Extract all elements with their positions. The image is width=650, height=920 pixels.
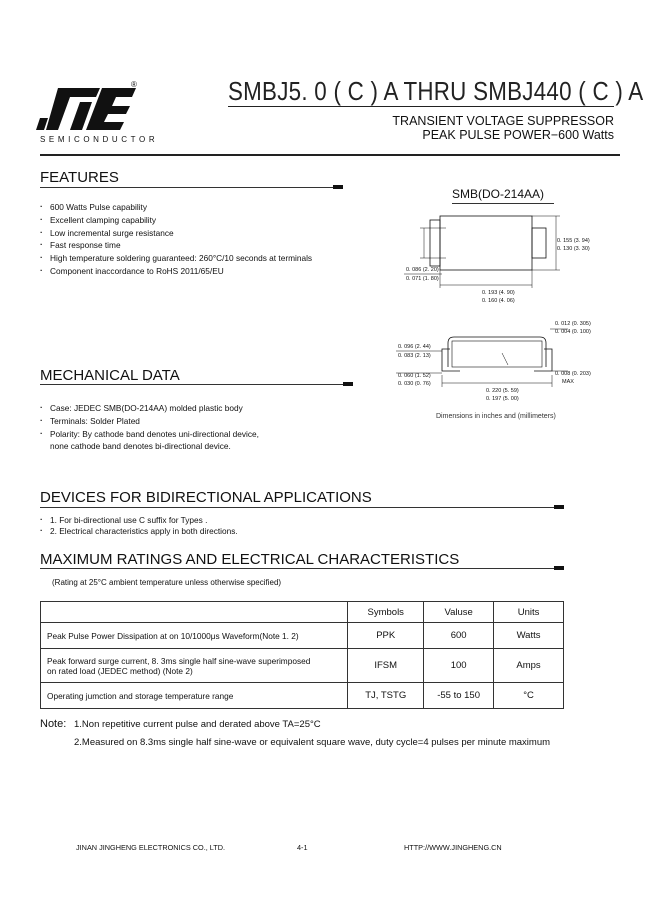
dim-standoff-max: MAX xyxy=(562,379,574,385)
ratings-condition-note: (Rating at 25°C ambient temperature unless otherwise specified) xyxy=(52,578,282,587)
list-item: · Fast response time xyxy=(40,239,312,252)
package-title: SMB(DO-214AA) xyxy=(452,187,545,201)
list-item: · 2. Electrical characteristics apply in both directions. xyxy=(40,526,238,537)
mechanical-underline xyxy=(40,384,348,385)
ratings-underline xyxy=(40,568,564,569)
mechanical-tab xyxy=(343,382,353,386)
list-item: · Polarity: By cathode band denotes uni-directional device, xyxy=(40,428,259,441)
dim-lead-thk-min: 0. 004 (0. 100) xyxy=(555,329,591,335)
bidirectional-list xyxy=(40,515,238,537)
row-description: Peak Pulse Power Dissipation at on 10/1000μs Waveform(Note 1. 2) xyxy=(41,623,348,649)
package-top-view xyxy=(400,210,590,310)
row-symbol: PPK xyxy=(348,623,424,649)
list-item: · 1. For bi-directional use C suffix for Types . xyxy=(40,515,238,526)
subtitle-line-1: TRANSIENT VOLTAGE SUPPRESSOR xyxy=(392,114,614,128)
features-underline xyxy=(40,187,338,188)
list-item: · 600 Watts Pulse capability xyxy=(40,201,312,214)
features-list xyxy=(40,201,312,278)
row-symbol: IFSM xyxy=(348,649,424,683)
footer-url: HTTP://WWW.JINGHENG.CN xyxy=(404,843,502,852)
dim-overall-max: 0. 220 (5. 59) xyxy=(486,388,519,394)
note-1: 1.Non repetitive current pulse and derated above TA=25°C xyxy=(74,719,321,730)
list-item: · Component inaccordance to RoHS 2011/65/EU xyxy=(40,265,312,278)
package-side-view xyxy=(390,315,591,407)
note-2: 2.Measured on 8.3ms single half sine-wave or equivalent square wave, duty cycle=4 pulses per minute maximum xyxy=(74,737,551,748)
row-description: Operating jumction and storage temperature range xyxy=(41,683,348,709)
dim-body-h-max: 0. 096 (2. 44) xyxy=(398,344,431,350)
mechanical-list xyxy=(40,402,259,453)
dim-foot-max: 0. 060 (1. 52) xyxy=(398,373,431,379)
ratings-table xyxy=(40,601,564,709)
dim-length-max: 0. 193 (4. 90) xyxy=(482,290,515,296)
column-header: Symbols xyxy=(348,602,424,623)
dim-height-min: 0. 130 (3. 30) xyxy=(557,246,590,252)
package-title-underline xyxy=(452,203,554,204)
dim-band-min: 0. 071 (1. 80) xyxy=(406,276,439,282)
list-item: · Terminals: Solder Plated xyxy=(40,415,259,428)
table-header-row xyxy=(41,602,564,623)
notes-label: Note: xyxy=(40,718,67,730)
logo-subtitle: SEMICONDUCTOR xyxy=(40,135,159,144)
ratings-tab xyxy=(554,566,564,570)
row-description-line-2: on rated load (JEDEC method) (Note 2) xyxy=(47,665,193,676)
dim-length-min: 0. 160 (4. 06) xyxy=(482,298,515,304)
bidirectional-tab xyxy=(554,505,564,509)
column-header: Valuse xyxy=(424,602,494,623)
dim-body-h-min: 0. 083 (2. 13) xyxy=(398,353,431,359)
row-unit: Watts xyxy=(494,623,564,649)
list-item: · Excellent clamping capability xyxy=(40,214,312,227)
row-value: 600 xyxy=(424,623,494,649)
features-tab xyxy=(333,185,343,189)
table-row xyxy=(41,623,564,649)
row-description xyxy=(41,649,348,683)
bidirectional-underline xyxy=(40,507,564,508)
row-value: -55 to 150 xyxy=(424,683,494,709)
row-description-line-1: Peak forward surge current, 8. 3ms single half sine-wave superimposed xyxy=(47,655,311,666)
row-symbol: TJ, TSTG xyxy=(348,683,424,709)
list-item: · Case: JEDEC SMB(DO-214AA) molded plastic body xyxy=(40,402,259,415)
title-rule xyxy=(228,106,614,107)
dim-foot-min: 0. 030 (0. 76) xyxy=(398,381,431,387)
header-rule xyxy=(40,154,620,156)
table-row xyxy=(41,649,564,683)
list-item-continuation: none cathode band denotes bi-directional device. xyxy=(50,441,231,452)
dim-standoff-value: 0. 008 (0. 203) xyxy=(555,371,591,377)
dim-overall-min: 0. 197 (5. 00) xyxy=(486,396,519,402)
list-item: · Low incremental surge resistance xyxy=(40,227,312,240)
dim-lead-thk-max: 0. 012 (0. 305) xyxy=(555,321,591,327)
footer-company: JINAN JINGHENG ELECTRONICS CO., LTD. xyxy=(76,843,226,852)
ratings-heading: MAXIMUM RATINGS AND ELECTRICAL CHARACTERISTICS xyxy=(40,551,460,568)
company-logo xyxy=(40,88,136,130)
column-header: Units xyxy=(494,602,564,623)
mechanical-heading: MECHANICAL DATA xyxy=(40,367,180,384)
row-value: 100 xyxy=(424,649,494,683)
column-header xyxy=(41,602,348,623)
subtitle-line-2: PEAK PULSE POWER−600 Watts xyxy=(422,128,614,142)
registered-mark: ® xyxy=(131,80,137,89)
dim-height-max: 0. 155 (3. 94) xyxy=(557,238,590,244)
dim-band-max: 0. 086 (2. 20) xyxy=(406,267,439,273)
list-item: · High temperature soldering guaranteed: 260°C/10 seconds at terminals xyxy=(40,252,312,265)
row-unit: °C xyxy=(494,683,564,709)
dimension-caption: Dimensions in inches and (millimeters) xyxy=(436,413,556,420)
row-unit: Amps xyxy=(494,649,564,683)
footer-page-number: 4-1 xyxy=(297,843,308,852)
features-heading: FEATURES xyxy=(40,169,119,186)
bidirectional-heading: DEVICES FOR BIDIRECTIONAL APPLICATIONS xyxy=(40,489,372,506)
table-row xyxy=(41,683,564,709)
document-title: SMBJ5. 0 ( C ) A THRU SMBJ440 ( C ) A xyxy=(228,76,644,106)
